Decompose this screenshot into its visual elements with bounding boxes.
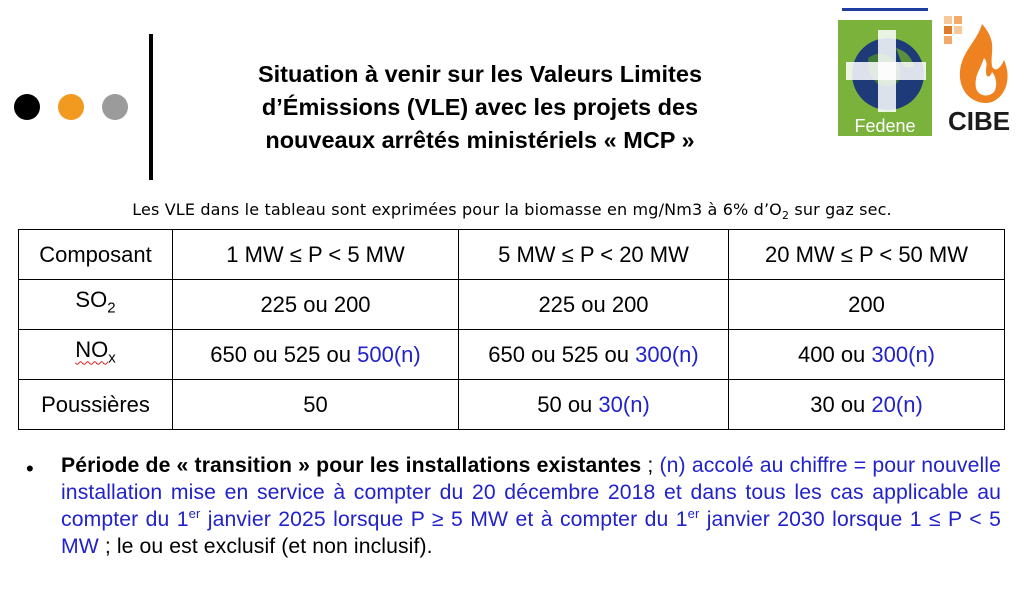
- note-separator: ;: [641, 454, 660, 477]
- note-blue-text: (n) accolé au chiffre = pour nouvelle installation mise en service à compter du 20 décembre 2018 et dans tous les cas applicable au compter du 1: [61, 454, 1001, 531]
- spellcheck-underlined-label: [75, 337, 116, 367]
- new-install-value: 20(n): [871, 391, 923, 417]
- value-text: 50: [303, 391, 328, 417]
- component-cell: [19, 380, 173, 430]
- note-tail: ; le ou est exclusif (et non inclusif).: [98, 535, 433, 558]
- caption-subscript: 2: [781, 209, 790, 223]
- caption-text-end: sur gaz sec.: [789, 200, 892, 219]
- component-cell: [19, 280, 173, 330]
- header-cell-component: Composant: [19, 230, 173, 280]
- new-install-value: 300(n): [635, 341, 699, 367]
- table-header-row: [19, 230, 1005, 280]
- table-row: [19, 330, 1005, 380]
- value-text: 50 ou: [537, 391, 599, 417]
- bullet-marker: •: [26, 456, 34, 481]
- vertical-divider: [149, 34, 153, 180]
- cibe-logo: [940, 14, 1018, 136]
- value-text: 200: [848, 291, 885, 317]
- value-cell: [173, 330, 459, 380]
- note-blue-text: janvier 2030 lorsque 1 ≤ P < 5 MW: [61, 508, 1001, 558]
- component-label: SO: [75, 287, 108, 313]
- value-cell: [729, 380, 1005, 430]
- note-superscript: er: [188, 505, 201, 521]
- orange-dot: [58, 94, 84, 120]
- value-text: 225 ou 200: [260, 291, 371, 317]
- page-title: [170, 58, 790, 157]
- component-subscript: 2: [107, 299, 116, 317]
- note-heading: Période de « transition » pour les installations existantes: [61, 454, 642, 477]
- header-cell-1-5mw: 1 MW ≤ P < 5 MW: [173, 230, 459, 280]
- value-text: 30 ou: [810, 391, 872, 417]
- title-line-1: Situation à venir sur les Valeurs Limites: [257, 61, 703, 87]
- value-cell: [729, 330, 1005, 380]
- value-cell: [459, 330, 729, 380]
- title-line-2: d’Émissions (VLE) avec les projets des: [261, 94, 699, 120]
- new-install-value: 300(n): [871, 341, 935, 367]
- value-cell: [459, 380, 729, 430]
- fedene-logo: [838, 8, 932, 136]
- vle-table: [18, 229, 1005, 430]
- note-superscript: er: [687, 505, 700, 521]
- value-cell: [459, 280, 729, 330]
- component-label: Poussières: [41, 391, 150, 417]
- note-blue-text: janvier 2025 lorsque P ≥ 5 MW et à compter du 1: [200, 508, 688, 531]
- header-cell-5-20mw: 5 MW ≤ P < 20 MW: [459, 230, 729, 280]
- value-text: 650 ou 525 ou: [488, 341, 636, 367]
- table-row: [19, 380, 1005, 430]
- component-cell: [19, 330, 173, 380]
- decorative-dots: [14, 94, 144, 122]
- header-cell-20-50mw: 20 MW ≤ P < 50 MW: [729, 230, 1005, 280]
- value-text: 650 ou 525 ou: [210, 341, 358, 367]
- cibe-logo-text: CIBE: [947, 106, 1011, 136]
- new-install-value: 500(n): [357, 341, 421, 367]
- value-text: 400 ou: [798, 341, 872, 367]
- transition-note: [61, 452, 1001, 560]
- value-text: 225 ou 200: [538, 291, 649, 317]
- value-cell: [173, 380, 459, 430]
- value-cell: [173, 280, 459, 330]
- fedene-logo-text: Fedene: [854, 116, 916, 136]
- component-subscript: x: [108, 349, 116, 367]
- title-line-3: nouveaux arrêtés ministériels « MCP »: [265, 127, 695, 153]
- new-install-value: 30(n): [598, 391, 650, 417]
- grey-dot: [102, 94, 128, 120]
- value-cell: [729, 280, 1005, 330]
- component-label: NO: [75, 337, 109, 363]
- table-caption: [0, 200, 1024, 222]
- caption-text: Les VLE dans le tableau sont exprimées pour la biomasse en mg/Nm3 à 6% d’O: [132, 200, 782, 219]
- black-dot: [14, 94, 40, 120]
- table-row: [19, 280, 1005, 330]
